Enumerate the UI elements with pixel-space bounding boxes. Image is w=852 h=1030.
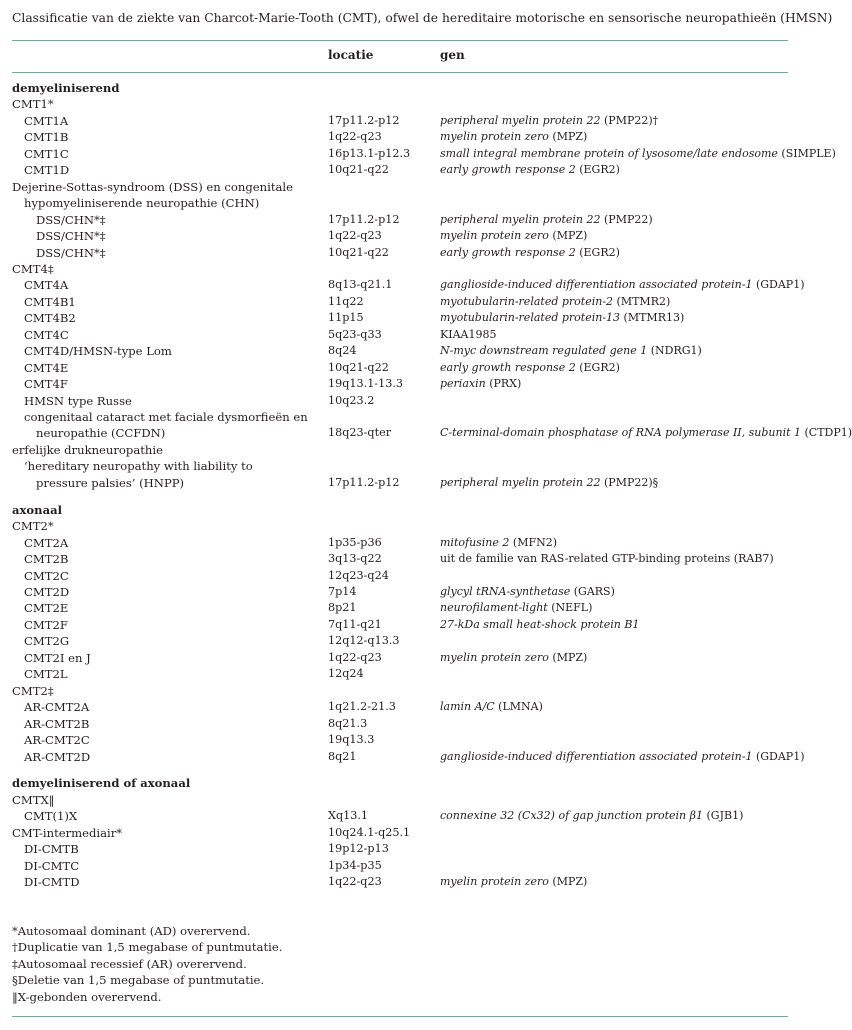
gene-cell: early growth response 2 (EGR2): [440, 245, 620, 259]
disease-type: CMT2F: [24, 617, 68, 632]
gene-cell: ganglioside-induced differentiation associated protein-1 (GDAP1): [440, 749, 805, 763]
locus-cell: 8q24: [328, 344, 357, 358]
locus-cell: 1q21.2-21.3: [328, 700, 396, 714]
disease-type: AR-CMT2A: [24, 700, 90, 715]
table-row: [12, 792, 788, 808]
gene-cell: ganglioside-induced differentiation associated protein-1 (GDAP1): [440, 278, 805, 292]
disease-type: CMT2*: [12, 519, 54, 534]
gene-cell: peripheral myelin protein 22 (PMP22)†: [440, 113, 659, 127]
table-row: [12, 146, 836, 162]
disease-type: AR-CMT2C: [24, 733, 90, 748]
disease-type: CMT1C: [24, 146, 69, 161]
gene-cell: myelin protein zero (MPZ): [440, 650, 588, 664]
disease-type: CMT1D: [24, 163, 70, 178]
bottom-rule: [12, 1016, 788, 1017]
locus-cell: 11q22: [328, 294, 364, 308]
disease-type: CMT1B: [24, 130, 69, 145]
disease-type: CMT4C: [24, 327, 69, 342]
disease-type: AR-CMT2B: [24, 716, 90, 731]
disease-type: CMT4B1: [24, 294, 76, 309]
locus-cell: 8q21: [328, 749, 357, 763]
locus-cell: 8q21.3: [328, 716, 368, 730]
locus-cell: 8q13-q21.1: [328, 278, 393, 292]
locus-cell: 10q23.2: [328, 393, 375, 407]
disease-type: CMT4E: [24, 360, 69, 375]
table-row: [12, 113, 788, 129]
table-row: [12, 129, 788, 145]
disease-type: CMT1*: [12, 97, 54, 112]
locus-cell: 1p34-p35: [328, 858, 382, 872]
table-row: [12, 162, 788, 178]
table-row: [12, 261, 788, 277]
table-row: [12, 228, 788, 244]
locus-cell: 1p35-p36: [328, 535, 382, 549]
table-row: [12, 212, 788, 228]
gene-cell: neurofilament-light (NEFL): [440, 601, 593, 615]
locus-cell: 7p14: [328, 585, 357, 598]
disease-type: DSS/CHN*‡: [36, 245, 106, 260]
disease-type: CMT4F: [24, 377, 68, 392]
locus-cell: 12q12-q13.3: [328, 634, 400, 648]
table-row: [12, 808, 788, 824]
gene-cell: myotubularin-related protein-2 (MTMR2): [440, 294, 671, 308]
disease-type: HMSN type Russe: [24, 393, 132, 408]
table-row: [12, 458, 788, 474]
gene-cell: glycyl tRNA-synthetase (GARS): [440, 585, 615, 598]
locus-cell: 17p11.2-p12: [328, 212, 400, 226]
disease-type: congenitaal cataract met faciale dysmorfieën en: [24, 410, 308, 424]
disease-type: DI-CMTC: [24, 858, 80, 873]
table-row: [12, 409, 788, 425]
disease-type: CMT1A: [24, 113, 69, 128]
table-row: [12, 327, 788, 343]
locus-cell: 1q22-q23: [328, 229, 382, 243]
disease-type: DSS/CHN*‡: [36, 229, 106, 244]
disease-type: DI-CMTD: [24, 875, 80, 890]
locus-cell: 1q22-q23: [328, 875, 382, 889]
table-row: [12, 96, 788, 112]
locus-cell: 1q22-q23: [328, 130, 382, 144]
table-row: [12, 699, 788, 715]
disease-type: CMT2C: [24, 568, 69, 583]
footnotes: [12, 923, 282, 1005]
table-row: [12, 475, 788, 491]
table-row: [12, 343, 788, 359]
locus-cell: 10q24.1-q25.1: [328, 825, 411, 839]
locus-cell: 10q21-q22: [328, 360, 389, 374]
disease-type: CMT4D/HMSN-type Lom: [24, 344, 172, 359]
table-row: [12, 650, 788, 666]
table-row: [12, 195, 788, 211]
table-row: [12, 376, 788, 392]
disease-type: demyeliniserend of axonaal: [12, 776, 191, 791]
table-row: [12, 277, 805, 293]
disease-type: AR-CMT2D: [24, 749, 91, 764]
disease-type: DSS/CHN*‡: [36, 212, 106, 227]
locus-cell: 17p11.2-p12: [328, 475, 400, 489]
gene-cell: connexine 32 (Cx32) of gap junction protein β1 (GJB1): [440, 809, 744, 823]
disease-type: CMT-intermediair*: [12, 825, 123, 840]
gene-cell: myelin protein zero (MPZ): [440, 875, 588, 889]
disease-type: DI-CMTB: [24, 842, 79, 857]
disease-type: neuropathie (CCFDN): [36, 426, 166, 441]
table-row: [12, 551, 788, 567]
locus-cell: Xq13.1: [328, 809, 369, 823]
gene-cell: peripheral myelin protein 22 (PMP22): [440, 212, 653, 226]
disease-type: hypomyeliniserende neuropathie (CHN): [24, 196, 260, 211]
disease-type: erfelijke drukneuropathie: [12, 442, 163, 457]
disease-type: CMTX‖: [12, 792, 55, 807]
gene-cell: myotubularin-related protein-13 (MTMR13): [440, 311, 685, 325]
table-row: [12, 442, 788, 458]
gene-cell: C-terminal-domain phosphatase of RNA polymerase II, subunit 1 (CTDP1): [440, 426, 852, 440]
table-row: [12, 600, 788, 616]
disease-type: CMT2B: [24, 552, 69, 567]
disease-type: pressure palsies’ (HNPP): [36, 475, 185, 490]
gene-cell: myelin protein zero (MPZ): [440, 130, 588, 144]
locus-cell: 18q23-qter: [328, 426, 392, 440]
table-row: [12, 310, 788, 326]
header-gen: gen: [440, 48, 465, 62]
table-row: [12, 666, 788, 682]
table-row: [12, 294, 788, 310]
table-row: [12, 535, 788, 551]
footnote: ‖X-gebonden overervend.: [12, 989, 162, 1004]
table-row: [12, 716, 788, 732]
disease-type: CMT4‡: [12, 261, 54, 276]
gene-cell: early growth response 2 (EGR2): [440, 360, 620, 374]
locus-cell: 12q24: [328, 667, 364, 681]
disease-type: CMT2D: [24, 585, 70, 599]
gene-cell: small integral membrane protein of lysosome/late endosome (SIMPLE): [440, 146, 836, 160]
locus-cell: 1q22-q23: [328, 650, 382, 664]
table-caption: Classificatie van de ziekte van Charcot-Marie-Tooth (CMT), ofwel de hereditaire motorische en sensorische neuropathieën (HMSN): [12, 11, 833, 25]
gene-cell: uit de familie van RAS-related GTP-binding proteins (RAB7): [440, 552, 774, 566]
locus-cell: 12q23-q24: [328, 568, 389, 582]
disease-type: CMT4B2: [24, 311, 76, 326]
table-row: [12, 825, 788, 841]
table-row: [12, 393, 788, 409]
table-row: [12, 568, 788, 584]
locus-cell: 19q13.3: [328, 733, 375, 747]
gene-cell: mitofusine 2 (MFN2): [440, 535, 558, 549]
table-row: [12, 245, 788, 261]
gene-cell: KIAA1985: [440, 327, 497, 341]
gene-cell: lamin A/C (LMNA): [440, 700, 543, 714]
disease-type: CMT2A: [24, 535, 69, 550]
table-row: [12, 841, 788, 857]
disease-type: CMT4A: [24, 278, 69, 293]
header-locatie: locatie: [328, 48, 374, 62]
table-row: [12, 584, 788, 600]
table-row: [12, 683, 788, 699]
disease-type: Dejerine-Sottas-syndroom (DSS) en congenitale: [12, 179, 293, 194]
disease-type: CMT2I en J: [24, 650, 91, 665]
table-row: [12, 749, 805, 765]
disease-type: CMT(1)X: [24, 809, 78, 824]
table-row: [12, 633, 788, 649]
locus-cell: 7q11-q21: [328, 617, 382, 631]
table-row: [12, 874, 788, 890]
disease-type: axonaal: [12, 502, 63, 517]
locus-cell: 5q23-q33: [328, 327, 382, 341]
locus-cell: 10q21-q22: [328, 245, 389, 259]
locus-cell: 8p21: [328, 601, 357, 615]
table-row: [12, 425, 852, 441]
footnote: †Duplicatie van 1,5 megabase of puntmutatie.: [12, 940, 283, 955]
gene-cell: myelin protein zero (MPZ): [440, 229, 588, 243]
locus-cell: 19q13.1-13.3: [328, 377, 403, 391]
footnote: ‡Autosomaal recessief (AR) overervend.: [12, 956, 247, 971]
table-row: [12, 617, 788, 633]
locus-cell: 3q13-q22: [328, 552, 382, 566]
gene-cell: 27-kDa small heat-shock protein B1: [440, 617, 640, 631]
disease-type: demyeliniserend: [12, 81, 120, 95]
table-row: [12, 360, 788, 376]
section-heading: [12, 502, 788, 518]
table-row: [12, 858, 788, 874]
gene-cell: N-myc downstream regulated gene 1 (NDRG1): [440, 344, 702, 358]
section-heading: [12, 775, 788, 791]
table-row: [12, 518, 788, 534]
disease-type: ‘hereditary neuropathy with liability to: [24, 459, 253, 474]
disease-type: CMT2‡: [12, 683, 54, 698]
disease-type: CMT2G: [24, 634, 70, 649]
locus-cell: 19p12-p13: [328, 842, 389, 856]
gene-cell: early growth response 2 (EGR2): [440, 163, 620, 177]
disease-type: CMT2L: [24, 667, 68, 682]
gene-cell: periaxin (PRX): [440, 377, 522, 391]
locus-cell: 10q21-q22: [328, 163, 389, 177]
locus-cell: 11p15: [328, 311, 364, 325]
footnote: §Deletie van 1,5 megabase of puntmutatie.: [12, 973, 265, 988]
header-rule: [12, 72, 788, 73]
locus-cell: 17p11.2-p12: [328, 113, 400, 127]
top-rule: [12, 40, 788, 41]
table-row: [12, 179, 788, 195]
gene-cell: peripheral myelin protein 22 (PMP22)§: [440, 475, 659, 489]
disease-type: CMT2E: [24, 601, 69, 616]
section-heading: [12, 80, 788, 96]
table-row: [12, 732, 788, 748]
footnote: *Autosomaal dominant (AD) overervend.: [12, 924, 251, 938]
locus-cell: 16p13.1-p12.3: [328, 146, 411, 160]
